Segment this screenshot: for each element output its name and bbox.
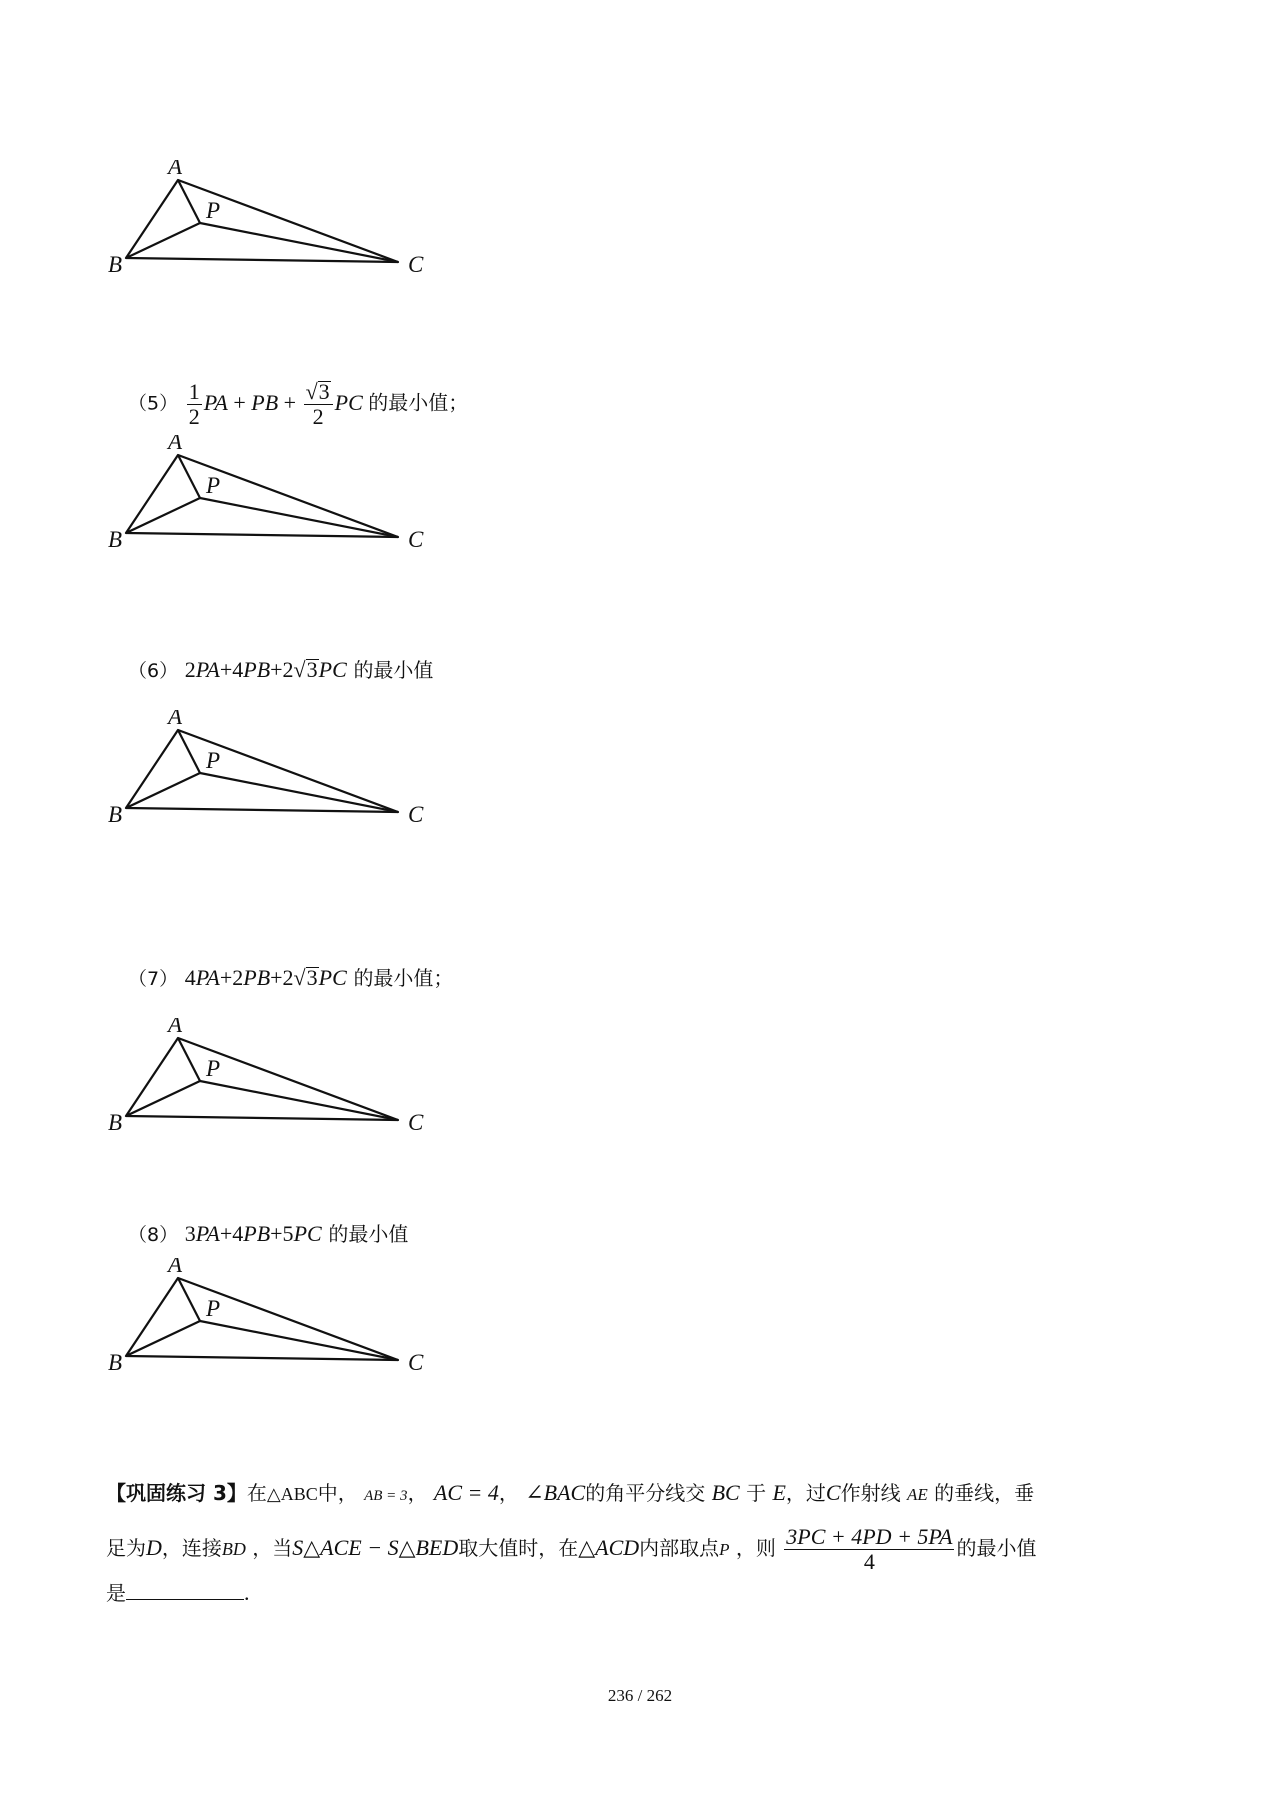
fraction-numerator: 3PC + 4PD + 5PA xyxy=(786,1524,953,1549)
label-c: C xyxy=(408,1110,424,1135)
triangle-figure-4 xyxy=(108,1018,448,1168)
label-b: B xyxy=(108,527,123,552)
label-p: P xyxy=(206,473,221,498)
segment-pc xyxy=(200,223,398,262)
problem-expression: 2PA+4PB+2√3PC xyxy=(184,657,347,682)
label-p: P xyxy=(206,1056,221,1081)
problem-expression: 3PA+4PB+5PC xyxy=(184,1221,322,1246)
problem-index: （5） xyxy=(128,392,179,415)
exercise-line-2: 足为D，连接BD ，当S△ACE − S△BED取大值时，在△ACD内部取点P ，则 $\frac{3PC + 4PD + 5PA}{4}$ 的最小值 xyxy=(106,1524,1037,1574)
label-p: P xyxy=(206,1296,221,1321)
problem-index: （7） xyxy=(128,968,179,990)
problem-index: （6） xyxy=(128,660,179,682)
exercise-paragraph xyxy=(106,1478,1170,1608)
triangle-figure-1 xyxy=(108,160,448,310)
problem-suffix: 的最小值 xyxy=(353,658,434,682)
label-c: C xyxy=(408,527,424,552)
label-c: C xyxy=(408,1350,424,1375)
problem-suffix: 的最小值 xyxy=(328,1222,409,1246)
label-c: C xyxy=(408,252,424,277)
answer-blank[interactable] xyxy=(126,1579,244,1600)
label-p: P xyxy=(206,198,221,223)
triangle-figure-5 xyxy=(108,1258,448,1408)
label-b: B xyxy=(108,1350,123,1375)
page-number: 236 / 262 xyxy=(607,1686,673,1705)
problem-5 xyxy=(128,380,468,429)
problem-6 xyxy=(128,656,433,685)
problem-suffix: 的最小值； xyxy=(353,966,454,990)
problem-index: （8） xyxy=(128,1224,179,1246)
problem-7 xyxy=(128,964,453,993)
label-a: A xyxy=(168,710,183,729)
label-a: A xyxy=(168,160,183,179)
triangle-abc xyxy=(126,180,398,262)
label-a: A xyxy=(168,1258,183,1277)
label-b: B xyxy=(108,802,123,827)
triangle-figure-3 xyxy=(108,710,448,860)
label-b: B xyxy=(108,252,123,277)
exercise-line-3: 是 . xyxy=(106,1580,250,1605)
problem-suffix: 的最小值； xyxy=(368,390,469,415)
exercise-line-1: 【巩固练习 3】在△ABC中， AB = 3， AC = 4， ∠BAC的角平分线交 BC 于 E，过C作射线 AE 的垂线，垂 xyxy=(106,1480,1035,1505)
label-c: C xyxy=(408,802,424,827)
problem-expression: 4PA+2PB+2√3PC xyxy=(184,965,347,990)
label-b: B xyxy=(108,1110,123,1135)
label-a: A xyxy=(168,435,183,454)
label-p: P xyxy=(206,748,221,773)
fraction-denominator: 4 xyxy=(863,1549,875,1574)
label-a: A xyxy=(168,1018,183,1037)
exercise-title: 【巩固练习 3】 xyxy=(106,1481,247,1505)
problem-8 xyxy=(128,1220,408,1249)
triangle-figure-2 xyxy=(108,435,448,585)
problem-expression: $\frac{1}{2}$ PA + PB + $\frac{√3}{2}$ PC xyxy=(188,379,363,429)
